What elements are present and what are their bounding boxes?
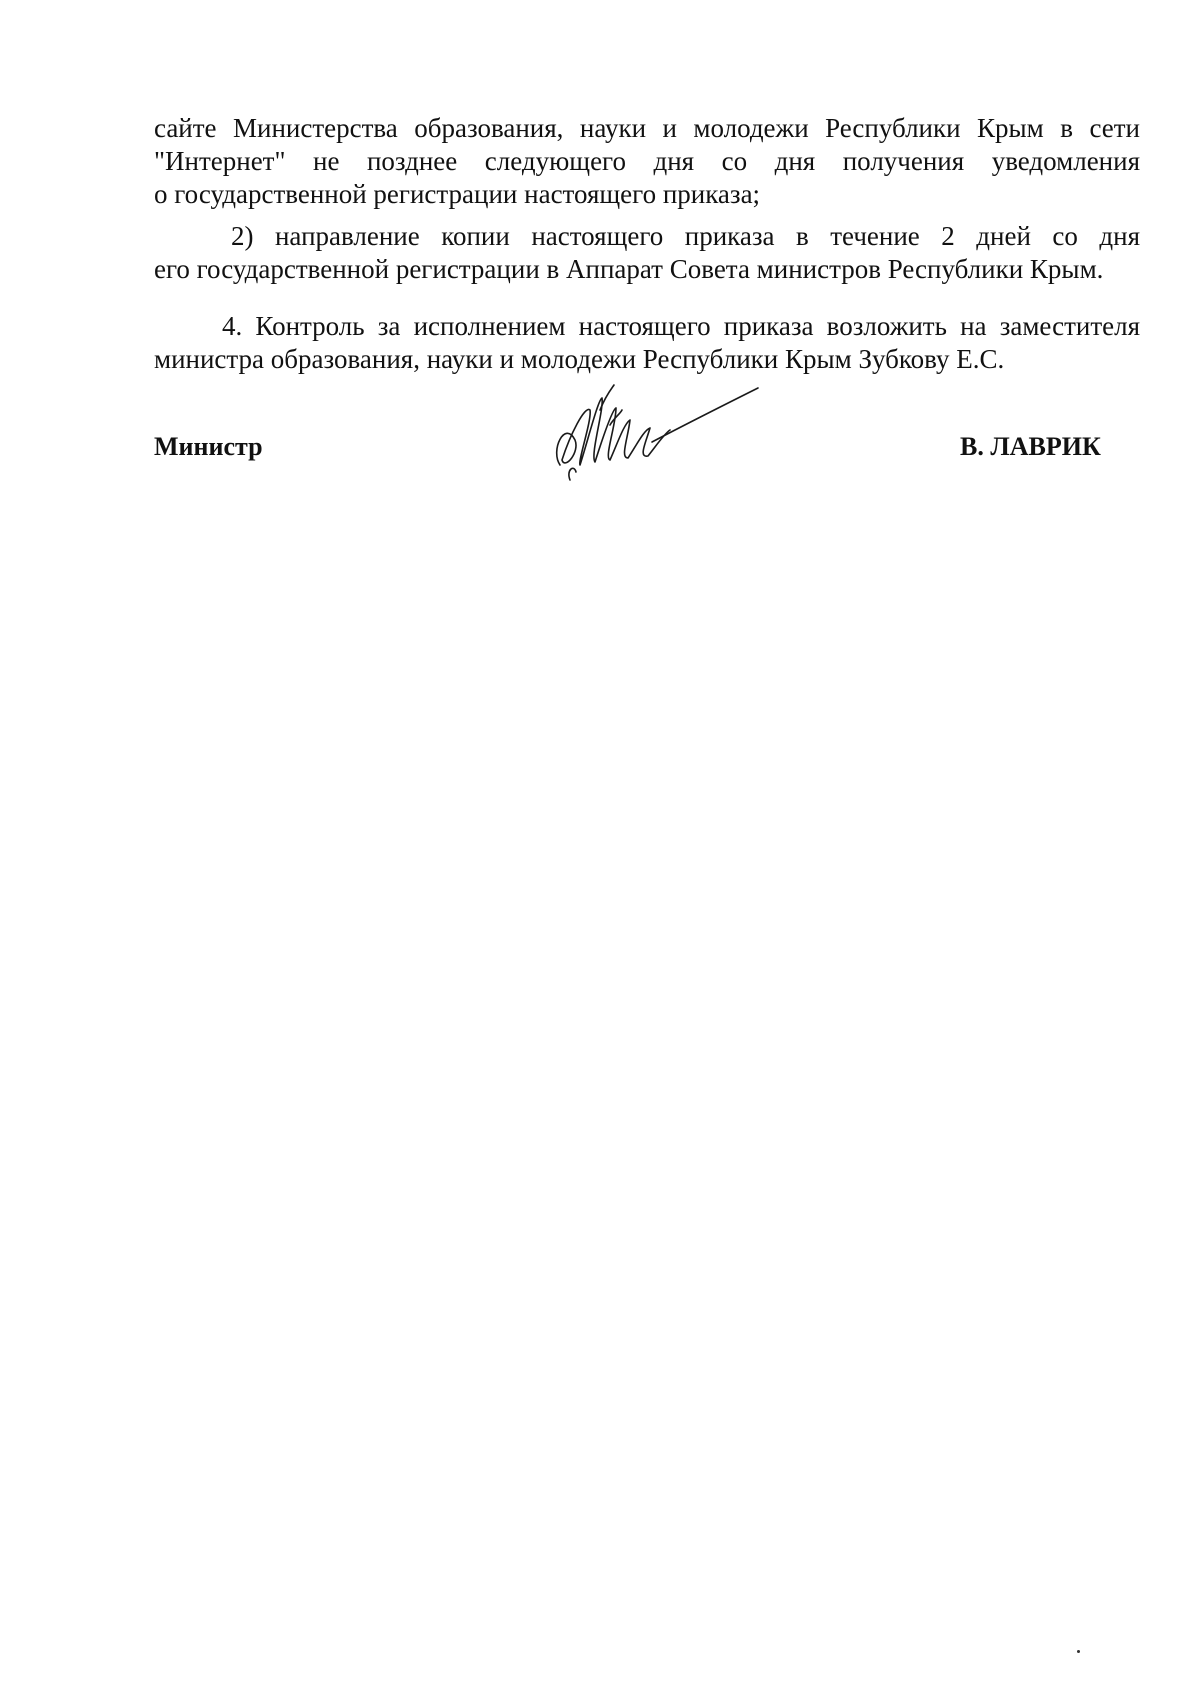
text-line: 2) направление копии настоящего приказа в течение 2 дней со дня	[231, 221, 1140, 251]
handwritten-signature-icon	[540, 380, 770, 500]
text-line: о государственной регистрации настоящего приказа;	[154, 179, 761, 209]
text-line: министра образования, науки и молодежи Республики Крым Зубкову Е.С.	[154, 344, 1005, 374]
signatory-title: Министр	[154, 432, 263, 461]
scan-dot	[1077, 1650, 1080, 1653]
paragraph-control	[154, 310, 1140, 376]
paragraph-copy-direction	[154, 220, 1140, 286]
text-line: его государственной регистрации в Аппарат Совета министров Республики Крым.	[154, 254, 1104, 284]
paragraph-publication	[154, 112, 1140, 211]
text-line: "Интернет" не позднее следующего дня со дня получения уведомления	[154, 146, 1140, 176]
signatory-name: В. ЛАВРИК	[960, 432, 1101, 461]
text-line: сайте Министерства образования, науки и молодежи Республики Крым в сети	[154, 113, 1140, 143]
text-line: 4. Контроль за исполнением настоящего приказа возложить на заместителя	[222, 311, 1140, 341]
